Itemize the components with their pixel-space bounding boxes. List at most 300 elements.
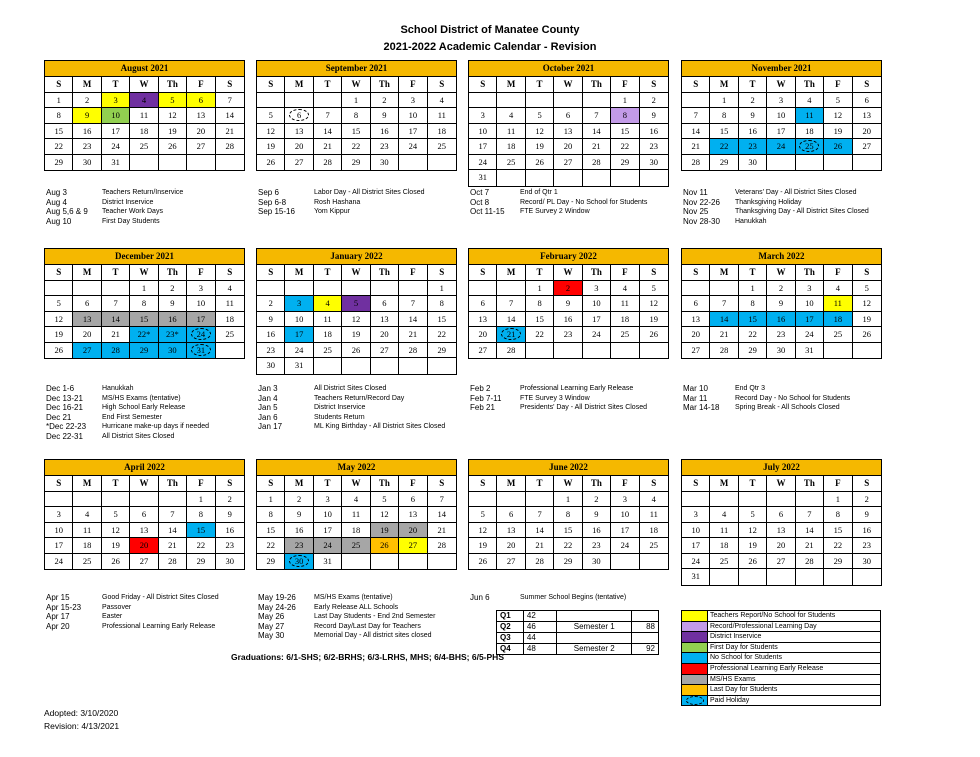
day-cell: 17 (314, 523, 342, 539)
day-cell: 23 (767, 327, 795, 343)
month-grid (469, 77, 668, 186)
day-cell: 24 (796, 327, 824, 343)
empty-cell (102, 281, 130, 297)
day-cell: 22 (187, 538, 215, 554)
month-title: July 2022 (682, 460, 881, 476)
day-cell: 8 (554, 507, 582, 523)
note-text: First Day Students (102, 217, 160, 225)
note-text: All District Sites Closed (102, 432, 175, 440)
day-cell: 18 (611, 312, 639, 328)
note-text: Early Release ALL Schools (314, 603, 399, 611)
note-row (46, 612, 219, 622)
day-cell: 9 (257, 312, 285, 328)
day-cell: 26 (824, 139, 852, 155)
day-cell: 23 (285, 538, 313, 554)
day-cell: 6 (767, 507, 795, 523)
day-cell: 2 (554, 281, 582, 297)
day-cell: 26 (739, 554, 767, 570)
day-cell: 10 (611, 507, 639, 523)
note-date: Aug 10 (46, 216, 72, 226)
legend-row (682, 643, 880, 654)
day-cell: 18 (342, 523, 370, 539)
day-cell: 19 (640, 312, 668, 328)
weekday-header: M (710, 476, 738, 492)
quarter-days: 42 (523, 611, 556, 622)
day-cell: 20 (682, 327, 710, 343)
day-cell: 30 (285, 554, 313, 570)
note-row (683, 384, 850, 394)
day-cell: 21 (314, 139, 342, 155)
weekday-header: Th (371, 77, 399, 93)
empty-cell (611, 554, 639, 570)
day-cell: 20 (187, 124, 215, 140)
day-cell: 13 (682, 312, 710, 328)
day-cell: 19 (159, 124, 187, 140)
note-date: Nov 28-30 (683, 216, 720, 226)
day-cell: 28 (497, 343, 525, 359)
legend-label: Professional Learning Early Release (710, 664, 824, 672)
note-row (470, 384, 647, 394)
day-cell: 28 (102, 343, 130, 359)
day-cell: 28 (314, 155, 342, 171)
note-text: ML King Birthday - All District Sites Closed (314, 423, 446, 431)
day-cell: 27 (469, 343, 497, 359)
day-cell: 11 (428, 108, 456, 124)
day-cell: 1 (710, 93, 738, 109)
weekday-header: Th (371, 476, 399, 492)
day-cell: 1 (526, 281, 554, 297)
weekday-header: F (611, 265, 639, 281)
day-cell: 18 (73, 538, 101, 554)
day-cell: 26 (853, 327, 881, 343)
note-date: Jun 6 (470, 593, 490, 602)
month-title: November 2021 (682, 61, 881, 77)
legend-label: Teachers Report/No School for Students (710, 612, 836, 619)
note-text: Thanksgiving Day - All District Sites Closed (735, 208, 869, 216)
day-cell: 31 (314, 554, 342, 570)
note-row (46, 622, 219, 632)
day-cell: 28 (583, 155, 611, 171)
empty-cell (554, 343, 582, 359)
empty-cell (371, 554, 399, 570)
note-text: Thanksgiving Holiday (735, 198, 802, 206)
weekday-header: W (554, 476, 582, 492)
day-cell: 7 (682, 108, 710, 124)
day-cell: 11 (342, 507, 370, 523)
day-cell: 2 (285, 492, 313, 508)
day-cell: 6 (469, 296, 497, 312)
weekday-header: Th (796, 476, 824, 492)
weekday-header: M (73, 265, 101, 281)
legend-row (682, 622, 880, 633)
note-date: Apr 15 (46, 593, 70, 602)
day-cell: 8 (342, 108, 370, 124)
day-cell: 14 (796, 523, 824, 539)
note-row (683, 207, 869, 217)
note-row (258, 422, 445, 432)
day-cell: 14 (216, 108, 244, 124)
day-cell: 4 (342, 492, 370, 508)
day-cell: 7 (399, 296, 427, 312)
day-cell: 6 (399, 492, 427, 508)
month-grid (257, 77, 456, 170)
note-text: Good Friday - All District Sites Closed (102, 594, 219, 601)
note-date: Jan 5 (258, 403, 278, 413)
day-cell: 23 (640, 139, 668, 155)
legend-row (682, 632, 880, 643)
day-cell: 4 (130, 93, 158, 109)
day-cell: 1 (824, 492, 852, 508)
weekday-header: Th (159, 476, 187, 492)
day-cell: 30 (73, 155, 101, 171)
day-cell: 5 (102, 507, 130, 523)
day-cell: 9 (853, 507, 881, 523)
weekday-header: S (469, 77, 497, 93)
weekday-header: M (497, 265, 525, 281)
weekday-header: M (285, 476, 313, 492)
weekday-header: S (428, 77, 456, 93)
day-cell: 8 (187, 507, 215, 523)
empty-cell (853, 155, 881, 171)
day-cell: 5 (739, 507, 767, 523)
day-cell: 31 (285, 358, 313, 374)
weekday-header: S (428, 265, 456, 281)
day-cell: 10 (767, 108, 795, 124)
note-date: Sep 6 (258, 188, 279, 197)
empty-cell (399, 155, 427, 171)
empty-cell (682, 492, 710, 508)
day-cell: 21 (710, 327, 738, 343)
weekday-header: W (342, 265, 370, 281)
empty-cell (45, 281, 73, 297)
month-notes (683, 188, 869, 226)
day-cell: 15 (130, 312, 158, 328)
empty-cell (824, 343, 852, 359)
note-date: Mar 11 (683, 393, 708, 403)
note-text: Hurricane make-up days if needed (102, 423, 210, 431)
note-row (470, 198, 647, 208)
month-notes (46, 188, 183, 226)
weekday-header: S (428, 476, 456, 492)
month-notes (470, 188, 647, 217)
day-cell: 8 (710, 108, 738, 124)
weekday-header: S (45, 476, 73, 492)
day-cell: 3 (45, 507, 73, 523)
day-cell: 24 (682, 554, 710, 570)
day-cell: 19 (739, 538, 767, 554)
day-cell: 11 (130, 108, 158, 124)
day-cell: 4 (824, 281, 852, 297)
day-cell: 18 (796, 124, 824, 140)
day-cell: 19 (853, 312, 881, 328)
empty-cell (554, 170, 582, 186)
empty-cell (796, 492, 824, 508)
day-cell: 4 (611, 281, 639, 297)
day-cell: 27 (285, 155, 313, 171)
note-date: Apr 20 (46, 621, 70, 631)
day-cell: 31 (102, 155, 130, 171)
day-cell: 6 (497, 507, 525, 523)
month-grid (257, 476, 456, 569)
day-cell: 1 (187, 492, 215, 508)
legend-swatch (682, 622, 708, 632)
day-cell: 29 (710, 155, 738, 171)
day-cell: 10 (469, 124, 497, 140)
day-cell: 17 (45, 538, 73, 554)
day-cell: 1 (257, 492, 285, 508)
note-text: Labor Day - All District Sites Closed (314, 189, 425, 196)
day-cell: 21 (399, 327, 427, 343)
day-cell: 16 (371, 124, 399, 140)
day-cell: 11 (216, 296, 244, 312)
day-cell: 30 (371, 155, 399, 171)
note-row (46, 413, 209, 423)
day-cell: 24 (45, 554, 73, 570)
empty-cell (824, 569, 852, 585)
note-date: *Dec 22-23 (46, 422, 87, 432)
empty-cell (257, 93, 285, 109)
empty-cell (314, 281, 342, 297)
weekday-header: M (497, 77, 525, 93)
weekday-header: F (187, 77, 215, 93)
weekday-header: Th (583, 265, 611, 281)
semester-total (632, 611, 659, 622)
weekday-header: T (526, 476, 554, 492)
day-cell: 18 (314, 327, 342, 343)
empty-cell (399, 554, 427, 570)
day-cell: 15 (45, 124, 73, 140)
day-cell: 12 (739, 523, 767, 539)
empty-cell (497, 492, 525, 508)
month-calendar (468, 60, 669, 187)
note-row (470, 593, 626, 603)
legend-swatch (682, 643, 708, 653)
day-cell: 2 (73, 93, 101, 109)
empty-cell (767, 155, 795, 171)
day-cell: 16 (853, 523, 881, 539)
day-cell: 17 (399, 124, 427, 140)
note-row (470, 394, 647, 404)
day-cell: 28 (428, 538, 456, 554)
note-text: Summer School Begins (tentative) (520, 594, 627, 601)
note-date: Aug 3 (46, 188, 67, 197)
day-cell: 28 (682, 155, 710, 171)
day-cell: 18 (497, 139, 525, 155)
empty-cell (611, 343, 639, 359)
day-cell: 3 (285, 296, 313, 312)
note-date: Dec 22-31 (46, 431, 83, 441)
calendar-title: 2021-2022 Academic Calendar - Revision (383, 41, 597, 53)
graduation-dates: Graduations: 6/1-SHS; 6/2-BRHS; 6/3-LRHS, MHS; 6/4-BHS; 6/5-PHS (231, 652, 504, 662)
legend-label: Last Day for Students (710, 686, 778, 694)
day-cell: 16 (640, 124, 668, 140)
weekday-header: M (285, 77, 313, 93)
day-cell: 10 (682, 523, 710, 539)
note-row (46, 403, 209, 413)
note-row (46, 394, 209, 404)
day-cell: 15 (526, 312, 554, 328)
weekday-header: S (853, 265, 881, 281)
day-cell: 2 (159, 281, 187, 297)
paid-holiday-swatch (682, 696, 708, 706)
month-calendar (681, 459, 882, 586)
day-cell: 5 (45, 296, 73, 312)
note-date: Dec 13-21 (46, 393, 83, 403)
note-date: Dec 16-21 (46, 403, 83, 413)
empty-cell (497, 170, 525, 186)
empty-cell (342, 358, 370, 374)
day-cell: 15 (342, 124, 370, 140)
day-cell: 29 (257, 554, 285, 570)
weekday-header: Th (796, 77, 824, 93)
note-date: Jan 17 (258, 422, 283, 432)
note-date: Jan 6 (258, 412, 278, 422)
day-cell: 10 (583, 296, 611, 312)
note-row (258, 384, 445, 394)
day-cell: 21 (682, 139, 710, 155)
month-calendar (468, 248, 669, 359)
day-cell: 12 (342, 312, 370, 328)
weekday-header: T (314, 77, 342, 93)
note-row (258, 403, 445, 413)
day-cell: 2 (640, 93, 668, 109)
day-cell: 19 (45, 327, 73, 343)
note-text: Hanukkah (102, 385, 134, 392)
note-row (46, 384, 209, 394)
empty-cell (710, 492, 738, 508)
weekday-header: S (682, 77, 710, 93)
empty-cell (428, 554, 456, 570)
day-cell: 4 (216, 281, 244, 297)
day-cell: 2 (371, 93, 399, 109)
district-name: School District of Manatee County (400, 24, 580, 36)
day-cell: 25 (130, 139, 158, 155)
weekday-header: W (554, 77, 582, 93)
day-cell: 25 (710, 554, 738, 570)
weekday-header: W (554, 265, 582, 281)
day-cell: 11 (640, 507, 668, 523)
day-cell: 10 (314, 507, 342, 523)
day-cell: 26 (45, 343, 73, 359)
note-text: Professional Learning Early Release (102, 622, 216, 630)
month-calendar (681, 248, 882, 359)
day-cell: 2 (257, 296, 285, 312)
weekday-header: S (216, 265, 244, 281)
day-cell: 14 (583, 124, 611, 140)
day-cell: 10 (796, 296, 824, 312)
legend-row (682, 685, 880, 696)
day-cell: 24 (187, 327, 215, 343)
day-cell: 28 (796, 554, 824, 570)
note-text: MS/HS Exams (tentative) (102, 394, 181, 402)
note-text: Teachers Return/Inservice (102, 189, 184, 196)
note-row (258, 207, 424, 217)
day-cell: 20 (497, 538, 525, 554)
day-cell: 18 (640, 523, 668, 539)
day-cell: 15 (187, 523, 215, 539)
weekday-header: T (526, 265, 554, 281)
day-cell: 20 (73, 327, 101, 343)
empty-cell (853, 569, 881, 585)
empty-cell (640, 343, 668, 359)
day-cell: 16 (739, 124, 767, 140)
semester-total (632, 633, 659, 644)
day-cell: 28 (399, 343, 427, 359)
month-title: December 2021 (45, 249, 244, 265)
weekday-header: W (130, 265, 158, 281)
day-cell: 1 (45, 93, 73, 109)
weekday-header: Th (796, 265, 824, 281)
note-row (46, 207, 183, 217)
day-cell: 28 (159, 554, 187, 570)
day-cell: 30 (640, 155, 668, 171)
revision-date: Revision: 4/13/2021 (44, 721, 120, 731)
weekday-header: T (102, 476, 130, 492)
note-row (258, 612, 435, 622)
note-text: End Qtr 3 (735, 385, 765, 392)
weekday-header: S (469, 476, 497, 492)
day-cell: 27 (399, 538, 427, 554)
semester-total: 88 (632, 622, 659, 633)
note-row (258, 198, 424, 208)
day-cell: 4 (428, 93, 456, 109)
day-cell: 25 (216, 327, 244, 343)
day-cell: 3 (796, 281, 824, 297)
day-cell: 13 (130, 523, 158, 539)
note-text: Record/ PL Day - No School for Students (520, 198, 648, 206)
day-cell: 26 (526, 155, 554, 171)
weekday-header: S (853, 476, 881, 492)
month-title: February 2022 (469, 249, 668, 265)
weekday-header: S (257, 476, 285, 492)
day-cell: 12 (469, 523, 497, 539)
day-cell: 27 (497, 554, 525, 570)
legend-label: First Day for Students (710, 643, 778, 651)
quarter-label: Q2 (497, 622, 524, 633)
day-cell: 4 (640, 492, 668, 508)
weekday-header: S (682, 476, 710, 492)
day-cell: 3 (767, 93, 795, 109)
empty-cell (285, 93, 313, 109)
empty-cell (314, 93, 342, 109)
day-cell: 15 (824, 523, 852, 539)
adopted-date: Adopted: 3/10/2020 (44, 708, 119, 718)
day-cell: 13 (285, 124, 313, 140)
day-cell: 7 (428, 492, 456, 508)
day-cell: 23* (159, 327, 187, 343)
day-cell: 9 (371, 108, 399, 124)
day-cell: 14 (399, 312, 427, 328)
day-cell: 21 (796, 538, 824, 554)
day-cell: 21 (102, 327, 130, 343)
day-cell: 26 (469, 554, 497, 570)
day-cell: 25 (428, 139, 456, 155)
day-cell: 30 (257, 358, 285, 374)
weekday-header: Th (371, 265, 399, 281)
quarter-table (496, 610, 659, 655)
weekday-header: S (853, 77, 881, 93)
empty-cell (216, 343, 244, 359)
empty-cell (796, 569, 824, 585)
day-cell: 8 (526, 296, 554, 312)
day-cell: 29 (554, 554, 582, 570)
day-cell: 22 (554, 538, 582, 554)
day-cell: 23 (257, 343, 285, 359)
semester-label (557, 611, 632, 622)
day-cell: 14 (314, 124, 342, 140)
day-cell: 28 (216, 139, 244, 155)
month-grid (45, 77, 244, 170)
